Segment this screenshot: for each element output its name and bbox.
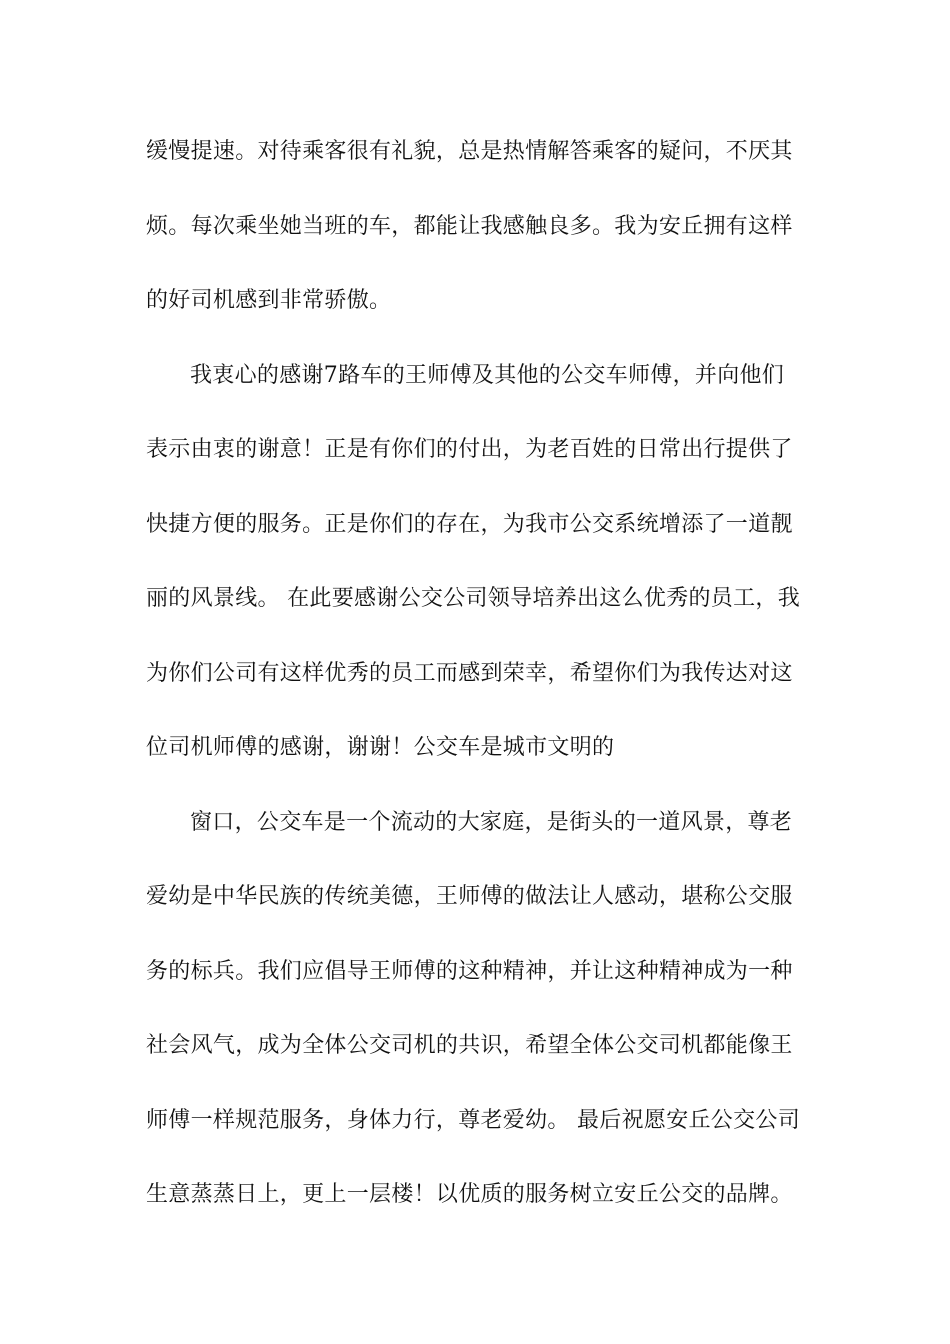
text-line-7: 丽的风景线。 在此要感谢公交公司领导培养出这么优秀的员工，我 [146,586,800,611]
text-line-1: 缓慢提速。对待乘客很有礼貌，总是热情解答乘客的疑问，不厌其 [146,139,793,164]
text-line-14: 师傅一样规范服务，身体力行，尊老爱幼。 最后祝愿安丘公交公司 [146,1108,800,1133]
text-line-3: 的好司机感到非常骄傲。 [146,288,392,313]
text-line-10: 窗口，公交车是一个流动的大家庭，是街头的一道风景，尊老 [190,810,793,835]
text-line-2: 烦。每次乘坐她当班的车，都能让我感触良多。我为安丘拥有这样 [146,214,793,239]
text-line-15: 生意蒸蒸日上，更上一层楼！以优质的服务树立安丘公交的品牌。 [146,1182,793,1207]
text-line-8: 为你们公司有这样优秀的员工而感到荣幸，希望你们为我传达对这 [146,661,793,686]
text-line-12: 务的标兵。我们应倡导王师傅的这种精神，并让这种精神成为一种 [146,959,793,984]
text-line-5: 表示由衷的谢意！正是有你们的付出，为老百姓的日常出行提供了 [146,437,793,462]
text-line-9: 位司机师傅的感谢，谢谢！公交车是城市文明的 [146,735,615,760]
text-line-4: 我衷心的感谢7路车的王师傅及其他的公交车师傅，并向他们 [190,363,785,388]
text-line-13: 社会风气，成为全体公交司机的共识，希望全体公交司机都能像王 [146,1033,793,1058]
text-line-11: 爱幼是中华民族的传统美德，王师傅的做法让人感动，堪称公交服 [146,884,793,909]
text-line-6: 快捷方便的服务。正是你们的存在，为我市公交系统增添了一道靓 [146,512,793,537]
